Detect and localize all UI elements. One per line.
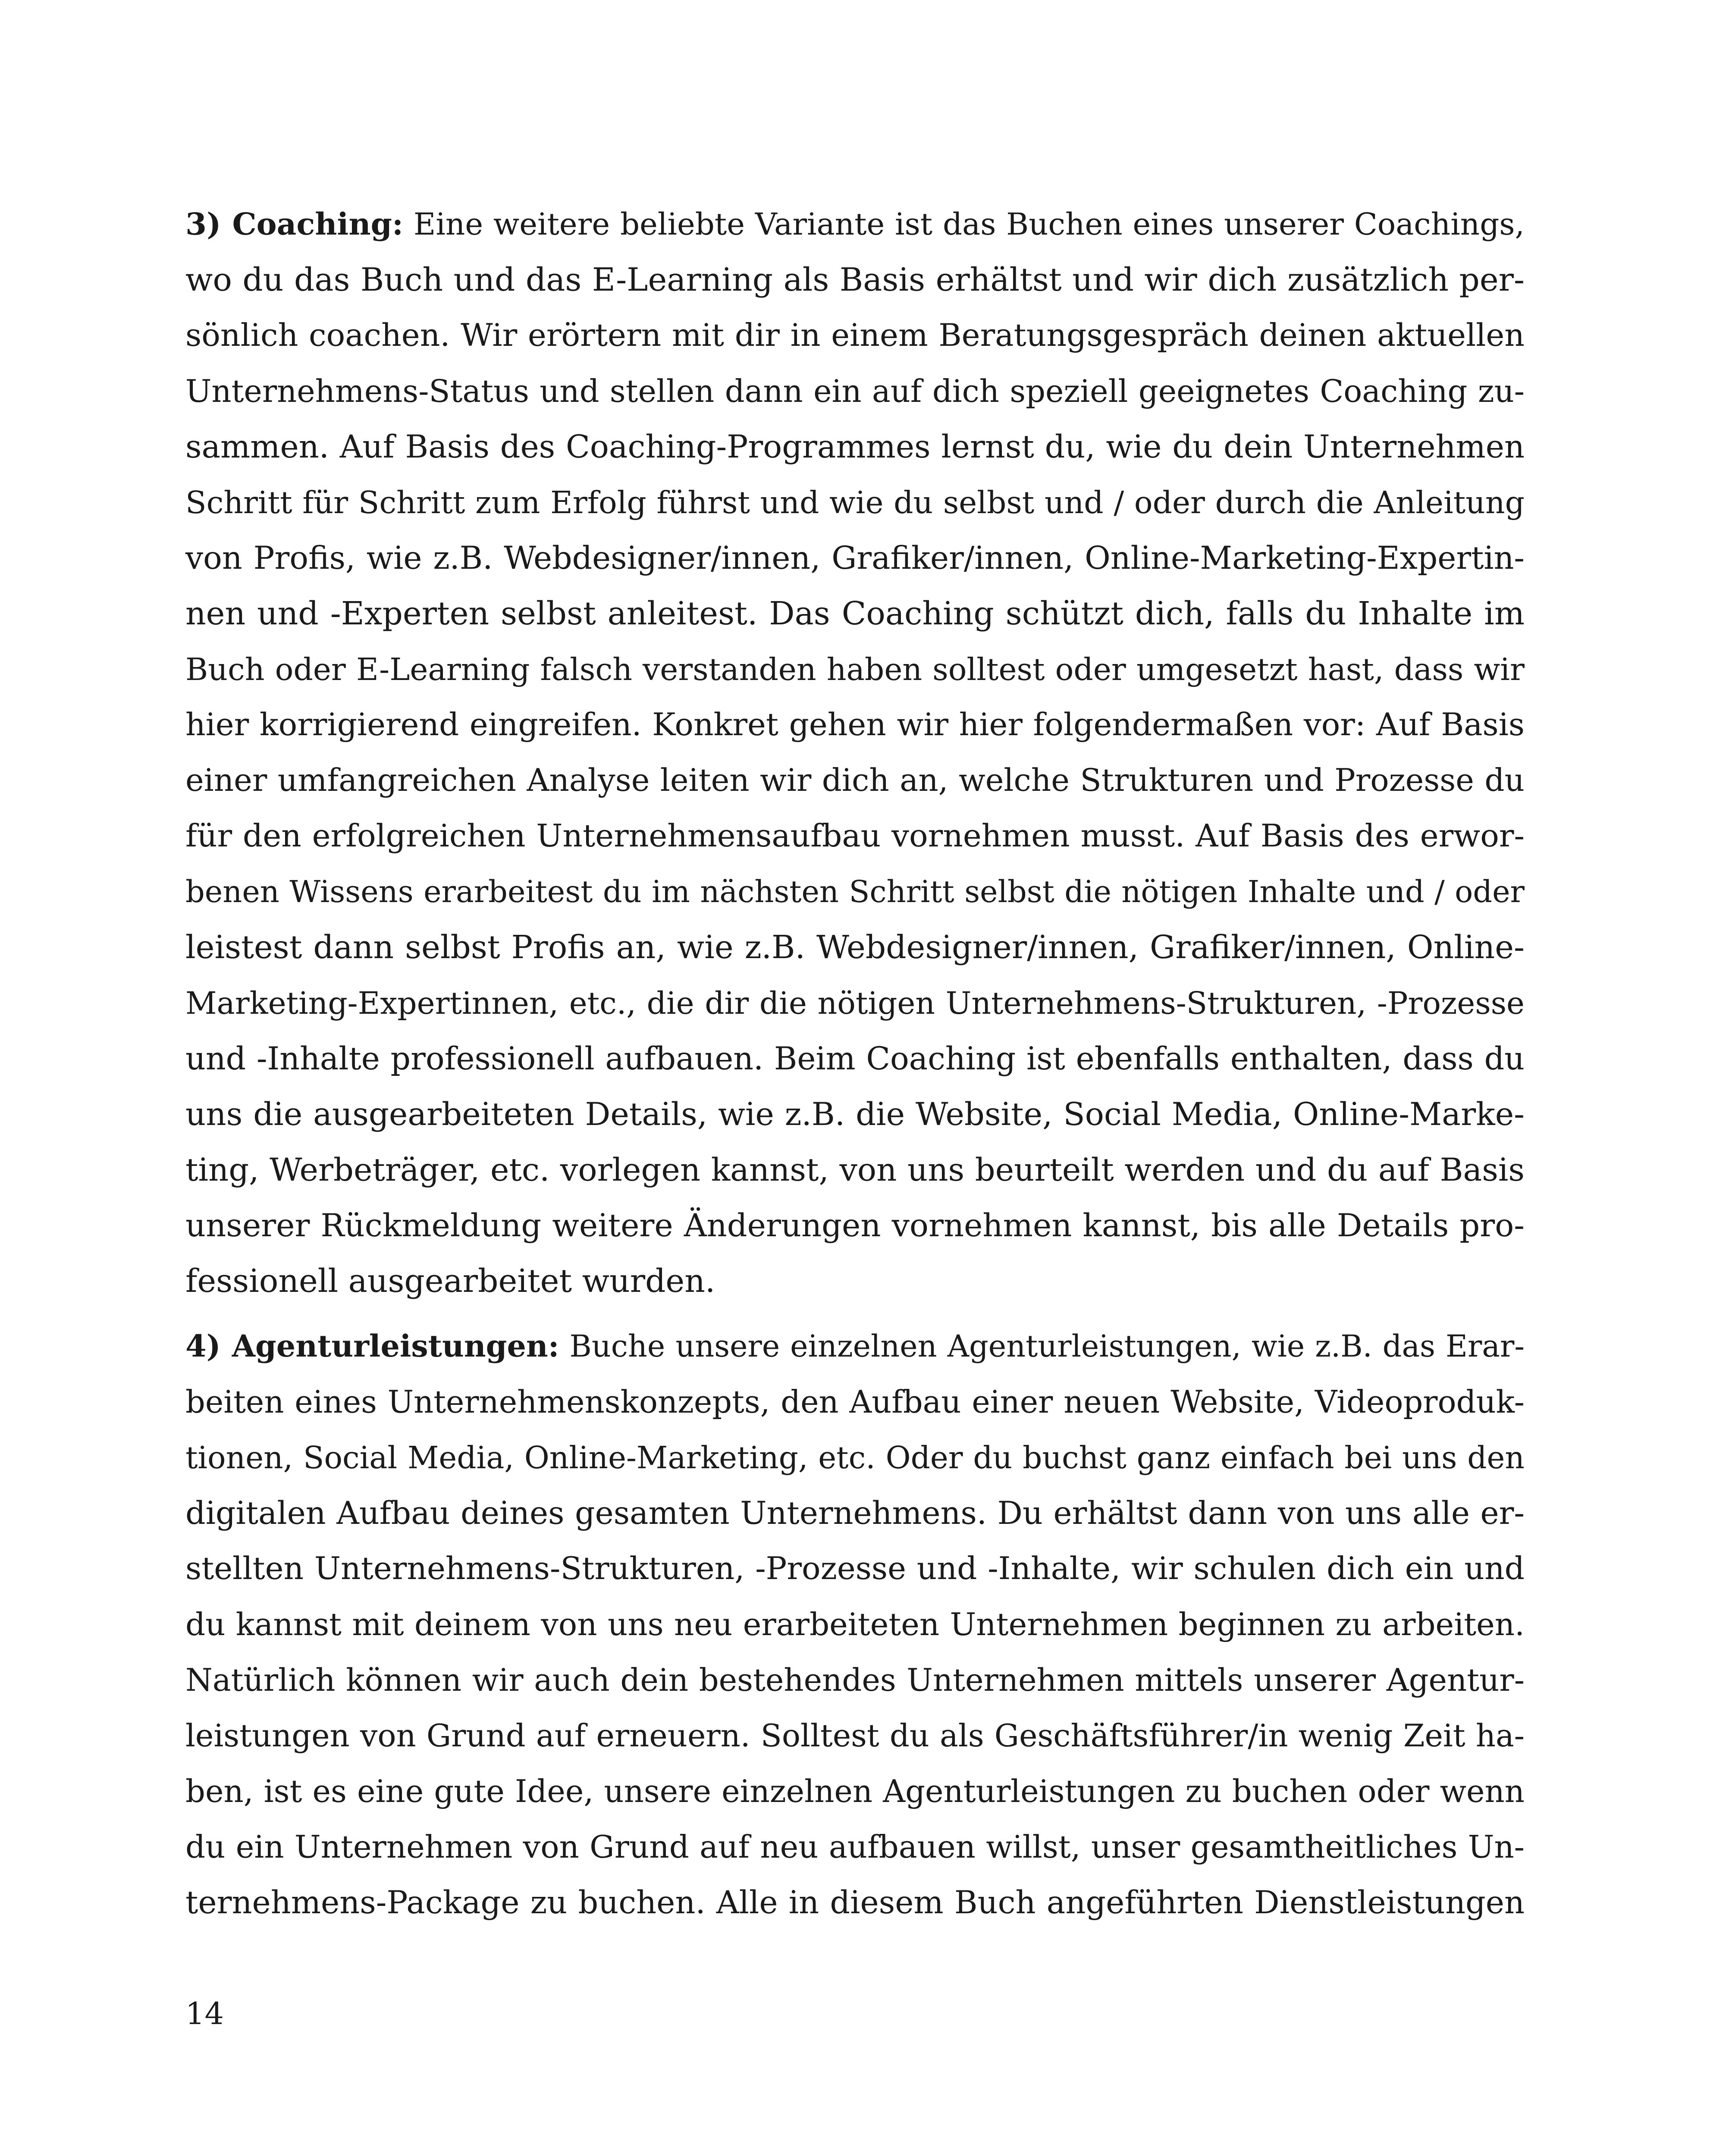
paragraph-spacer: [185, 1309, 1525, 1319]
text-line: beiten eines Unternehmenskonzepts, den Aufbau einer neuen Website, Videoproduk-: [185, 1384, 1525, 1420]
text-line: sönlich coachen. Wir erörtern mit dir in einem Beratungsgespräch deinen aktuellen: [185, 317, 1525, 354]
text-line: Schritt für Schritt zum Erfolg führst und wie du selbst und / oder durch die Anleitung: [185, 485, 1525, 520]
text-line: tionen, Social Media, Online-Marketing, etc. Oder du buchst ganz einfach bei uns den: [185, 1440, 1525, 1476]
text-line: digitalen Aufbau deines gesamten Unternehmens. Du erhältst dann von uns alle er-: [185, 1495, 1525, 1532]
text-line: hier korrigierend eingreifen. Konkret gehen wir hier folgendermaßen vor: Auf Basis: [185, 707, 1525, 743]
text-line: Natürlich können wir auch dein bestehendes Unternehmen mittels unserer Agentur-: [185, 1662, 1525, 1698]
text-line: uns die ausgearbeiteten Details, wie z.B. die Website, Social Media, Online-Marke-: [185, 1096, 1525, 1133]
paragraph-heading: 4) Agenturleistungen:: [185, 1329, 559, 1364]
text-line: Unternehmens-Status und stellen dann ein auf dich speziell geeignetes Coaching zu-: [185, 373, 1525, 409]
text-line: fessionell ausgearbeitet wurden.: [185, 1263, 715, 1300]
text-line: leistest dann selbst Profis an, wie z.B. Webdesigner/innen, Grafiker/innen, Online-: [185, 929, 1525, 966]
text-line: und -Inhalte professionell aufbauen. Beim Coaching ist ebenfalls enthalten, dass du: [185, 1040, 1525, 1077]
body-text: [185, 196, 1525, 1930]
paragraph-coaching: [185, 196, 1525, 1309]
text-line: sammen. Auf Basis des Coaching-Programmes lernst du, wie du dein Unternehmen: [185, 429, 1525, 465]
text-line: Buch oder E-Learning falsch verstanden haben solltest oder umgesetzt hast, dass wir: [185, 652, 1525, 687]
text-line: leistungen von Grund auf erneuern. Solltest du als Geschäftsführer/in wenig Zeit ha-: [185, 1717, 1525, 1754]
text-line: wo du das Buch und das E-Learning als Basis erhältst und wir dich zusätzlich per-: [185, 261, 1525, 298]
text-line: ting, Werbeträger, etc. vorlegen kannst, von uns beurteilt werden und du auf Basis: [185, 1152, 1525, 1188]
text-line: 4) Agenturleistungen: Buche unsere einzelnen Agenturleistungen, wie z.B. das Erar-: [185, 1329, 1525, 1364]
text-line: unserer Rückmeldung weitere Änderungen vornehmen kannst, bis alle Details pro-: [185, 1207, 1525, 1244]
text-line: von Profis, wie z.B. Webdesigner/innen, Grafiker/innen, Online-Marketing-Expertin-: [185, 540, 1525, 577]
text-line: Marketing-Expertinnen, etc., die dir die nötigen Unternehmens-Strukturen, -Prozesse: [185, 985, 1525, 1021]
text-line: stellten Unternehmens-Strukturen, -Prozesse und -Inhalte, wir schulen dich ein und: [185, 1551, 1525, 1587]
text-line: ternehmens-Package zu buchen. Alle in diesem Buch angeführten Dienstleistungen: [185, 1884, 1525, 1921]
text-line: einer umfangreichen Analyse leiten wir dich an, welche Strukturen und Prozesse du: [185, 762, 1525, 799]
text-line: nen und -Experten selbst anleitest. Das Coaching schützt dich, falls du Inhalte im: [185, 595, 1525, 632]
text-line: 3) Coaching: Eine weitere beliebte Variante ist das Buchen eines unserer Coachings,: [185, 206, 1525, 242]
text-line: für den erfolgreichen Unternehmensaufbau vornehmen musst. Auf Basis des erwor-: [185, 818, 1525, 854]
text-line: du kannst mit deinem von uns neu erarbeiteten Unternehmen beginnen zu arbeiten.: [185, 1606, 1525, 1642]
paragraph-heading: 3) Coaching:: [185, 206, 403, 242]
text-line: ben, ist es eine gute Idee, unsere einzelnen Agenturleistungen zu buchen oder wenn: [185, 1773, 1525, 1809]
text-line: du ein Unternehmen von Grund auf neu aufbauen willst, unser gesamtheitliches Un-: [185, 1829, 1525, 1865]
paragraph-agenturleistungen: [185, 1319, 1525, 1930]
text-line: benen Wissens erarbeitest du im nächsten Schritt selbst die nötigen Inhalte und / oder: [185, 874, 1525, 909]
page-number: 14: [185, 1996, 224, 2031]
